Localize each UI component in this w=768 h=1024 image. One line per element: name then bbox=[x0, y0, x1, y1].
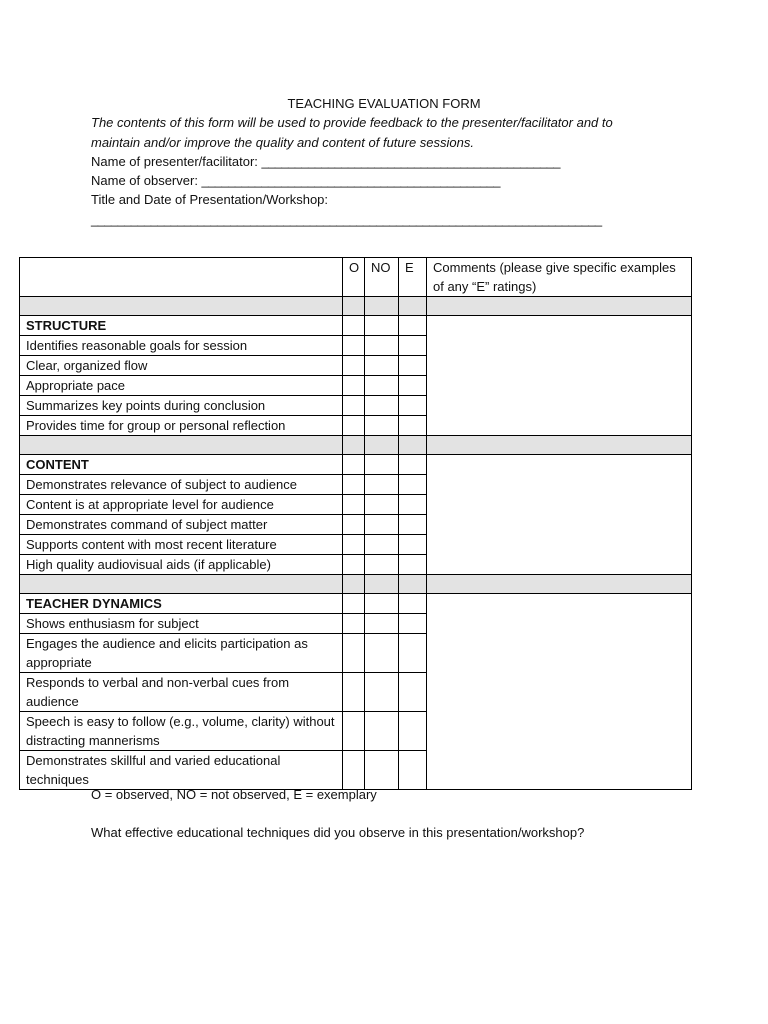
presenter-field[interactable] bbox=[91, 152, 691, 171]
observed-rating-cell[interactable] bbox=[343, 336, 365, 356]
exemplary-cell bbox=[399, 594, 427, 614]
exemplary-rating-cell[interactable] bbox=[399, 634, 427, 673]
not-observed-rating-cell[interactable] bbox=[365, 712, 399, 751]
item-column-header bbox=[20, 258, 343, 297]
observer-field[interactable] bbox=[91, 171, 691, 190]
intro-line-2: maintain and/or improve the quality and content of future sessions. bbox=[91, 134, 474, 150]
observed-rating-cell[interactable] bbox=[343, 751, 365, 790]
not-observed-rating-cell[interactable] bbox=[365, 495, 399, 515]
observed-column-header: O bbox=[343, 258, 365, 297]
section-heading: STRUCTURE bbox=[20, 316, 343, 336]
criterion-label: Demonstrates relevance of subject to audience bbox=[20, 475, 343, 495]
exemplary-rating-cell[interactable] bbox=[399, 336, 427, 356]
separator-cell bbox=[427, 575, 692, 594]
observed-cell bbox=[343, 316, 365, 336]
observed-rating-cell[interactable] bbox=[343, 495, 365, 515]
criterion-label: Supports content with most recent literature bbox=[20, 535, 343, 555]
evaluation-table bbox=[19, 257, 692, 790]
separator-cell bbox=[20, 297, 343, 316]
form-title: TEACHING EVALUATION FORM bbox=[287, 96, 481, 111]
presenter-blank-line: _____________________________________________ bbox=[261, 153, 560, 169]
table-header-row bbox=[20, 258, 692, 297]
observed-rating-cell[interactable] bbox=[343, 614, 365, 634]
observed-rating-cell[interactable] bbox=[343, 416, 365, 436]
exemplary-rating-cell[interactable] bbox=[399, 475, 427, 495]
exemplary-cell bbox=[399, 455, 427, 475]
exemplary-rating-cell[interactable] bbox=[399, 555, 427, 575]
question-prompt: What effective educational techniques did you observe in this presentation/workshop? bbox=[91, 825, 585, 840]
criterion-label: Content is at appropriate level for audience bbox=[20, 495, 343, 515]
exemplary-rating-cell[interactable] bbox=[399, 673, 427, 712]
presenter-label: Name of presenter/facilitator: bbox=[91, 153, 262, 169]
not-observed-rating-cell[interactable] bbox=[365, 475, 399, 495]
not-observed-rating-cell[interactable] bbox=[365, 614, 399, 634]
not-observed-rating-cell[interactable] bbox=[365, 555, 399, 575]
separator-cell bbox=[343, 575, 365, 594]
exemplary-rating-cell[interactable] bbox=[399, 495, 427, 515]
criterion-label: Shows enthusiasm for subject bbox=[20, 614, 343, 634]
observed-rating-cell[interactable] bbox=[343, 356, 365, 376]
not-observed-rating-cell[interactable] bbox=[365, 634, 399, 673]
criterion-label: Demonstrates skillful and varied educational techniques bbox=[20, 751, 343, 790]
not-observed-rating-cell[interactable] bbox=[365, 751, 399, 790]
criterion-label: Engages the audience and elicits participation as appropriate bbox=[20, 634, 343, 673]
not-observed-cell bbox=[365, 594, 399, 614]
separator-cell bbox=[20, 436, 343, 455]
exemplary-rating-cell[interactable] bbox=[399, 356, 427, 376]
separator-cell bbox=[343, 436, 365, 455]
not-observed-rating-cell[interactable] bbox=[365, 336, 399, 356]
separator-cell bbox=[365, 436, 399, 455]
not-observed-cell bbox=[365, 316, 399, 336]
intro-line-1: The contents of this form will be used to provide feedback to the presenter/facilitator and to bbox=[91, 115, 613, 131]
section-heading: TEACHER DYNAMICS bbox=[20, 594, 343, 614]
separator-cell bbox=[427, 297, 692, 316]
section-heading-row bbox=[20, 594, 692, 614]
exemplary-rating-cell[interactable] bbox=[399, 396, 427, 416]
observed-rating-cell[interactable] bbox=[343, 634, 365, 673]
not-observed-rating-cell[interactable] bbox=[365, 356, 399, 376]
exemplary-column-header: E bbox=[399, 258, 427, 297]
separator-cell bbox=[20, 575, 343, 594]
criterion-label: Summarizes key points during conclusion bbox=[20, 396, 343, 416]
comments-column-header: Comments (please give specific examples of any “E” ratings) bbox=[427, 258, 692, 297]
observed-rating-cell[interactable] bbox=[343, 535, 365, 555]
exemplary-rating-cell[interactable] bbox=[399, 712, 427, 751]
criterion-label: Appropriate pace bbox=[20, 376, 343, 396]
observed-cell bbox=[343, 594, 365, 614]
section-separator-row bbox=[20, 436, 692, 455]
comments-box[interactable] bbox=[427, 455, 692, 575]
title-date-label: Title and Date of Presentation/Workshop: bbox=[91, 192, 329, 208]
criterion-label: Identifies reasonable goals for session bbox=[20, 336, 343, 356]
not-observed-rating-cell[interactable] bbox=[365, 535, 399, 555]
separator-cell bbox=[399, 436, 427, 455]
observed-rating-cell[interactable] bbox=[343, 475, 365, 495]
not-observed-rating-cell[interactable] bbox=[365, 416, 399, 436]
observed-rating-cell[interactable] bbox=[343, 712, 365, 751]
observed-rating-cell[interactable] bbox=[343, 376, 365, 396]
exemplary-rating-cell[interactable] bbox=[399, 535, 427, 555]
section-heading-row bbox=[20, 316, 692, 336]
not-observed-cell bbox=[365, 455, 399, 475]
criterion-label: High quality audiovisual aids (if applicable) bbox=[20, 555, 343, 575]
not-observed-rating-cell[interactable] bbox=[365, 515, 399, 535]
section-separator-row bbox=[20, 575, 692, 594]
section-separator-row bbox=[20, 297, 692, 316]
criterion-label: Clear, organized flow bbox=[20, 356, 343, 376]
not-observed-rating-cell[interactable] bbox=[365, 376, 399, 396]
separator-cell bbox=[365, 297, 399, 316]
criterion-label: Demonstrates command of subject matter bbox=[20, 515, 343, 535]
exemplary-rating-cell[interactable] bbox=[399, 376, 427, 396]
not-observed-rating-cell[interactable] bbox=[365, 396, 399, 416]
section-heading: CONTENT bbox=[20, 455, 343, 475]
criterion-label: Speech is easy to follow (e.g., volume, clarity) without distracting mannerisms bbox=[20, 712, 343, 751]
exemplary-rating-cell[interactable] bbox=[399, 416, 427, 436]
exemplary-cell bbox=[399, 316, 427, 336]
exemplary-rating-cell[interactable] bbox=[399, 614, 427, 634]
exemplary-rating-cell[interactable] bbox=[399, 515, 427, 535]
separator-cell bbox=[399, 297, 427, 316]
criterion-label: Responds to verbal and non-verbal cues from audience bbox=[20, 673, 343, 712]
observed-rating-cell[interactable] bbox=[343, 515, 365, 535]
section-heading-row bbox=[20, 455, 692, 475]
criterion-label: Provides time for group or personal reflection bbox=[20, 416, 343, 436]
observer-blank-line: _____________________________________________ bbox=[201, 173, 500, 189]
exemplary-rating-cell[interactable] bbox=[399, 751, 427, 790]
legend: O = observed, NO = not observed, E = exemplary bbox=[91, 787, 377, 802]
comments-box[interactable] bbox=[427, 594, 692, 790]
separator-cell bbox=[343, 297, 365, 316]
not-observed-rating-cell[interactable] bbox=[365, 673, 399, 712]
comments-box[interactable] bbox=[427, 316, 692, 436]
separator-cell bbox=[399, 575, 427, 594]
observed-rating-cell[interactable] bbox=[343, 673, 365, 712]
observer-label: Name of observer: bbox=[91, 173, 202, 189]
observed-cell bbox=[343, 455, 365, 475]
title-date-blank-line[interactable]: _____________________________________________________________________________ bbox=[91, 211, 602, 227]
observed-rating-cell[interactable] bbox=[343, 396, 365, 416]
observed-rating-cell[interactable] bbox=[343, 555, 365, 575]
not-observed-column-header: NO bbox=[365, 258, 399, 297]
form-header bbox=[91, 94, 691, 229]
separator-cell bbox=[427, 436, 692, 455]
separator-cell bbox=[365, 575, 399, 594]
